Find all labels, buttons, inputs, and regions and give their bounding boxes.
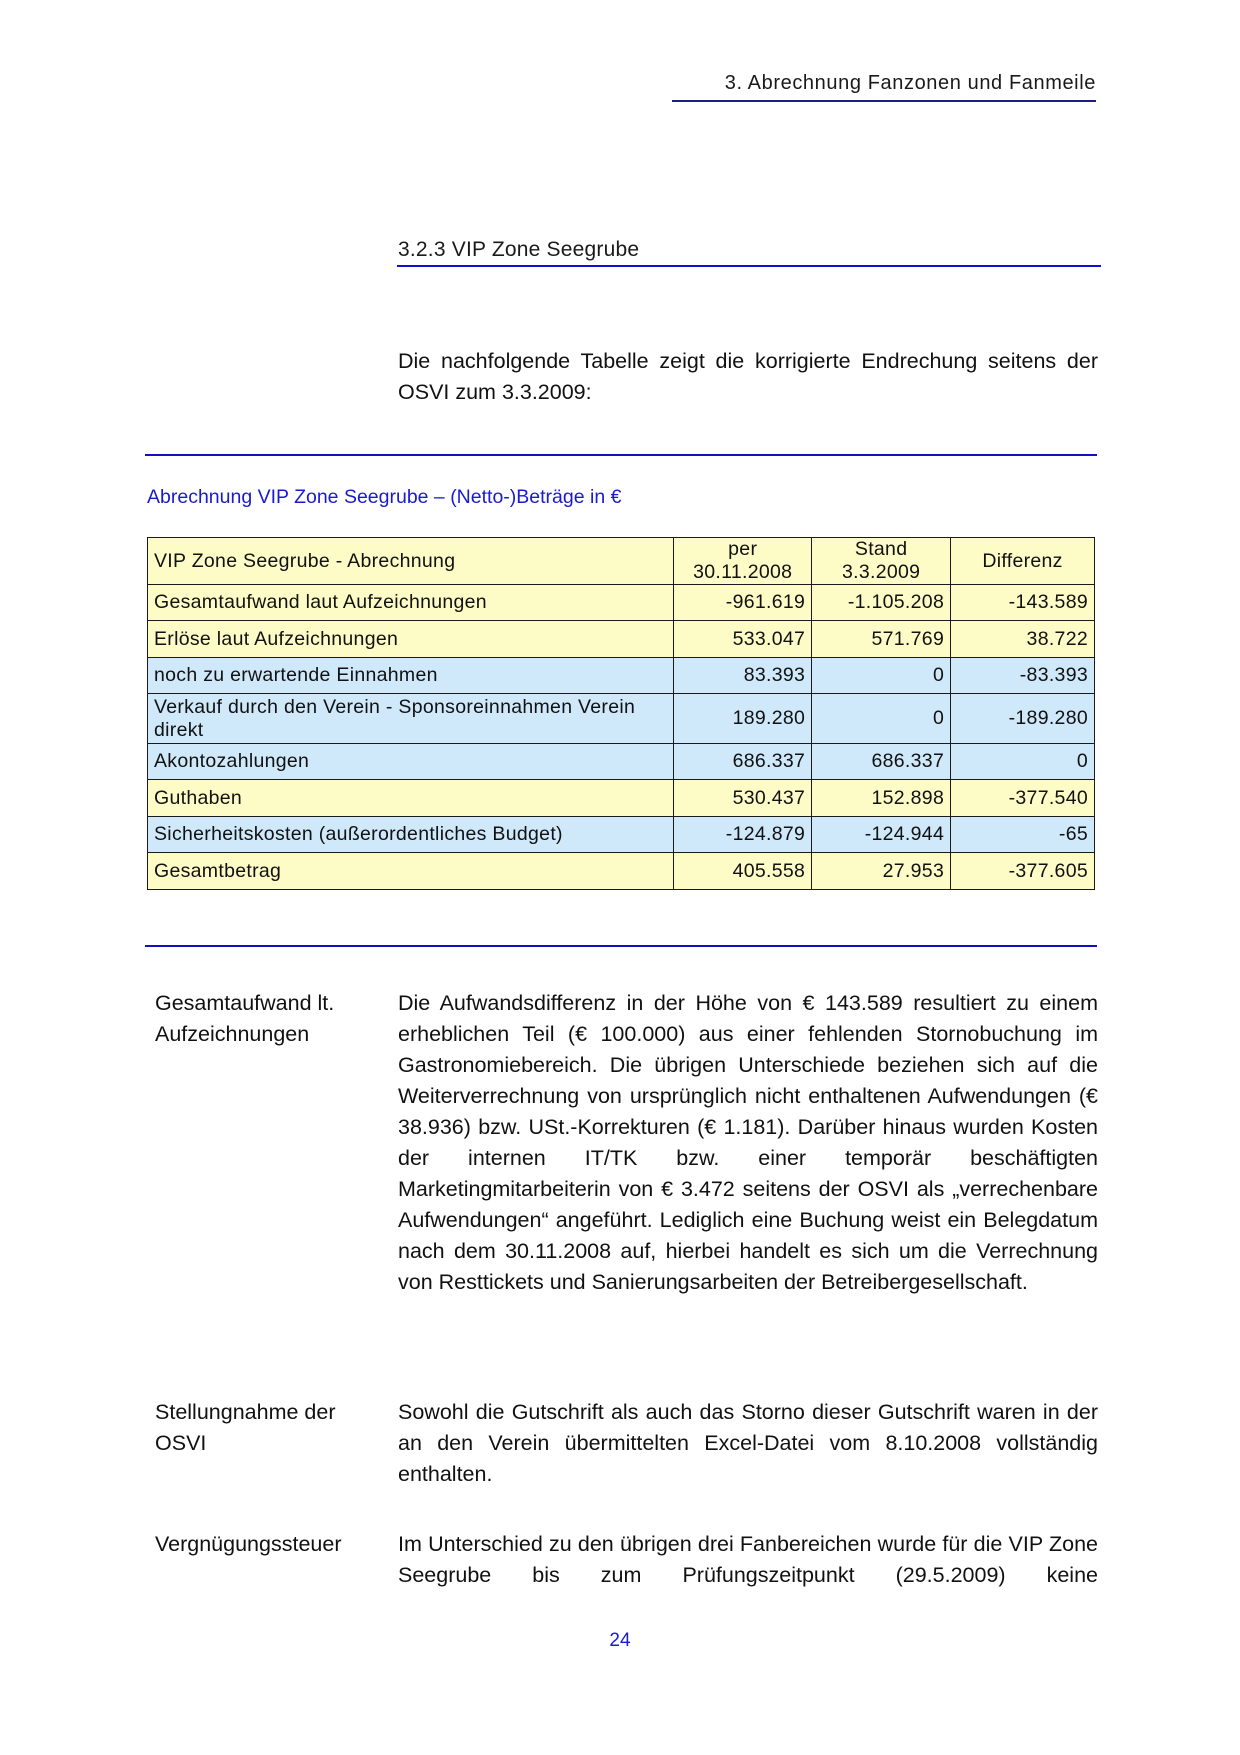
row-value-differenz: -377.540 <box>951 780 1095 817</box>
table-caption: Abrechnung VIP Zone Seegrube – (Netto-)Beträge in € <box>147 486 622 508</box>
section-heading: 3.2.3 VIP Zone Seegrube <box>398 238 640 261</box>
note-text-stellungnahme: Sowohl die Gutschrift als auch das Storno dieser Gutschrift waren in der an den Verein übermittelten Excel-Datei vom 8.10.2008 vollständig enthalten. <box>398 1400 1098 1486</box>
row-value-stand: 571.769 <box>812 621 951 658</box>
header-per-30-11-2008 <box>674 538 812 585</box>
row-label: Erlöse laut Aufzeichnungen <box>148 621 674 658</box>
table-top-rule <box>145 454 1097 456</box>
row-label: Gesamtbetrag <box>148 853 674 890</box>
row-value-differenz: -143.589 <box>951 585 1095 621</box>
row-value-per: 530.437 <box>674 780 812 817</box>
running-header: 3. Abrechnung Fanzonen und Fanmeile <box>724 72 1096 94</box>
row-value-per: -961.619 <box>674 585 812 621</box>
page-number: 24 <box>609 1630 631 1651</box>
table-row <box>148 585 1095 621</box>
header-col2-line1: Stand <box>854 538 908 560</box>
table-row <box>148 694 1095 744</box>
row-value-differenz: 0 <box>951 744 1095 780</box>
row-value-stand: 0 <box>812 694 951 744</box>
row-value-stand: -1.105.208 <box>812 585 951 621</box>
note-text-vergnuegungssteuer: Im Unterschied zu den übrigen drei Fanbereichen wurde für die VIP Zone Seegrube bis zum Prüfungszeitpunkt (29.5.2009) keine <box>398 1532 1098 1587</box>
table-row <box>148 780 1095 817</box>
row-value-stand: 27.953 <box>812 853 951 890</box>
table-bottom-rule <box>145 945 1097 947</box>
note-label-gesamtaufwand: Gesamtaufwand lt. Aufzeichnungen <box>155 991 335 1046</box>
row-value-per: 189.280 <box>674 694 812 744</box>
table-row <box>148 853 1095 890</box>
row-value-stand: 152.898 <box>812 780 951 817</box>
table-row <box>148 658 1095 694</box>
row-value-stand: -124.944 <box>812 817 951 853</box>
intro-paragraph: Die nachfolgende Tabelle zeigt die korrigierte Endrechung seitens der OSVI zum 3.3.2009: <box>398 349 1098 404</box>
row-value-stand: 686.337 <box>812 744 951 780</box>
header-label: VIP Zone Seegrube - Abrechnung <box>148 538 674 585</box>
row-label: noch zu erwartende Einnahmen <box>148 658 674 694</box>
row-label: Sicherheitskosten (außerordentliches Budget) <box>148 817 674 853</box>
header-col2-line2: 3.3.2009 <box>841 561 921 583</box>
row-value-differenz: -83.393 <box>951 658 1095 694</box>
row-label: Gesamtaufwand laut Aufzeichnungen <box>148 585 674 621</box>
row-value-per: 686.337 <box>674 744 812 780</box>
financial-table <box>147 537 1095 890</box>
table-row <box>148 744 1095 780</box>
row-value-differenz: -189.280 <box>951 694 1095 744</box>
header-differenz: Differenz <box>951 538 1095 585</box>
note-label-stellungnahme: Stellungnahme der OSVI <box>155 1400 336 1455</box>
row-value-per: 83.393 <box>674 658 812 694</box>
header-col1-line2: 30.11.2008 <box>693 561 793 583</box>
row-value-differenz: 38.722 <box>951 621 1095 658</box>
section-heading-rule <box>397 265 1101 267</box>
table-header-row <box>148 538 1095 585</box>
note-label-vergnuegungssteuer: Vergnügungssteuer <box>155 1532 342 1556</box>
row-label: Guthaben <box>148 780 674 817</box>
row-value-per: 533.047 <box>674 621 812 658</box>
row-value-stand: 0 <box>812 658 951 694</box>
row-value-per: -124.879 <box>674 817 812 853</box>
running-header-rule <box>672 100 1096 102</box>
row-label: Verkauf durch den Verein - Sponsoreinnahmen Verein direkt <box>148 694 674 744</box>
table-row <box>148 621 1095 658</box>
row-value-differenz: -377.605 <box>951 853 1095 890</box>
note-text-gesamtaufwand: Die Aufwandsdifferenz in der Höhe von € 143.589 resultiert zu einem erheblichen Teil (€ 100.000) aus einer fehlenden Stornobuchung im Gastronomiebereich. Die übrigen Unterschiede beziehen sich auf die Weiterverrechnung von ursprünglich nicht enthaltenen Aufwendungen (€ 38.936) bzw. USt.-Korrekturen (€ 1.181). Darüber hinaus wurden Kosten der internen IT/TK bzw. einer temporär beschäftigten Marketingmitarbeiterin von € 3.472 seitens der OSVI als „verrechenbare Aufwendungen“ angeführt. Lediglich eine Buchung weist ein Belegdatum nach dem 30.11.2008 auf, hierbei handelt es sich um die Verrechnung von Resttickets und Sanierungsarbeiten der Betreibergesellschaft. <box>398 991 1098 1294</box>
header-stand-3-3-2009 <box>812 538 951 585</box>
row-value-per: 405.558 <box>674 853 812 890</box>
table-row <box>148 817 1095 853</box>
header-col1-line1: per <box>728 538 758 560</box>
row-value-differenz: -65 <box>951 817 1095 853</box>
row-label: Akontozahlungen <box>148 744 674 780</box>
